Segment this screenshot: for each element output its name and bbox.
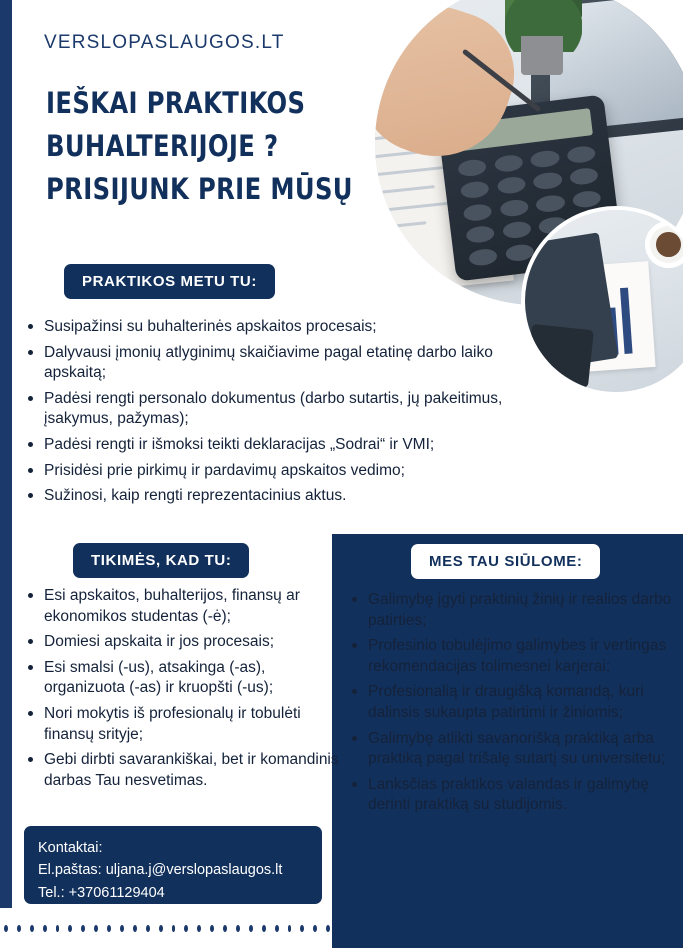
list-item: Lanksčias praktikos valandas ir galimybę derinti praktiką su studijomis. xyxy=(348,775,678,816)
list-item: Prisidėsi prie pirkimų ir pardavimų apskaitos vedimo; xyxy=(24,461,504,482)
contact-box xyxy=(24,826,322,904)
internship-list xyxy=(24,317,504,512)
list-item: Domiesi apskaita ir jos procesais; xyxy=(24,632,344,653)
headline-line-1: IEŠKAI PRAKTIKOS xyxy=(46,86,306,120)
list-item: Padėsi rengti personalo dokumentus (darbo sutartis, jų pakeitimus, įsakymus, pažymas); xyxy=(24,389,504,430)
badge-offer: MES TAU SIŪLOME: xyxy=(411,544,600,579)
headline-line-2: BUHALTERIJOJE ? xyxy=(46,128,279,163)
list-item: Profesionalią ir draugišką komandą, kuri dalinsis sukaupta patirtimi ir žiniomis; xyxy=(348,682,678,723)
brand-name: VERSLOPASLAUGOS.LT xyxy=(44,32,285,53)
list-item: Profesinio tobulėjimo galimybes ir vertingas rekomendacijas tolimesnei karjerai; xyxy=(348,636,678,677)
expectations-list xyxy=(24,586,344,796)
list-item: Sužinosi, kaip rengti reprezentacinius aktus. xyxy=(24,486,504,507)
bottom-dot-row xyxy=(0,920,330,936)
offer-list xyxy=(348,590,678,821)
badge-expectations: TIKIMĖS, KAD TU: xyxy=(73,543,249,578)
list-item: Dalyvausi įmonių atlyginimų skaičiavime pagal etatinę darbo laiko apskaitą; xyxy=(24,343,504,384)
contact-email[interactable]: El.paštas: uljana.j@verslopaslaugos.lt xyxy=(38,862,283,879)
charts-coffee-photo xyxy=(521,206,683,396)
contact-phone[interactable]: Tel.: +37061129404 xyxy=(38,884,165,901)
list-item: Susipažinsi su buhalterinės apskaitos procesais; xyxy=(24,317,504,338)
badge-internship: PRAKTIKOS METU TU: xyxy=(64,264,275,299)
headline-line-3: PRISIJUNK PRIE MŪSŲ xyxy=(46,171,353,206)
list-item: Padėsi rengti ir išmoksi teikti deklaracijas „Sodrai“ ir VMI; xyxy=(24,435,504,456)
list-item: Galimybę įgyti praktinių žinių ir realios darbo patirties; xyxy=(348,590,678,631)
list-item: Nori mokytis iš profesionalų ir tobulėti finansų srityje; xyxy=(24,704,344,745)
list-item: Esi smalsi (-us), atsakinga (-as), organizuota (-as) ir kruopšti (-us); xyxy=(24,658,344,699)
contact-label: Kontaktai: xyxy=(38,840,103,856)
list-item: Gebi dirbti savarankiškai, bet ir komandinis darbas Tau nesvetimas. xyxy=(24,750,344,791)
left-accent-bar xyxy=(0,0,12,908)
list-item: Galimybę atlikti savanorišką praktiką arba praktiką pagal trišalę sutartį su universitetu; xyxy=(348,729,678,770)
list-item: Esi apskaitos, buhalterijos, finansų ar ekonomikos studentas (-ė); xyxy=(24,586,344,627)
page-title xyxy=(46,82,362,211)
